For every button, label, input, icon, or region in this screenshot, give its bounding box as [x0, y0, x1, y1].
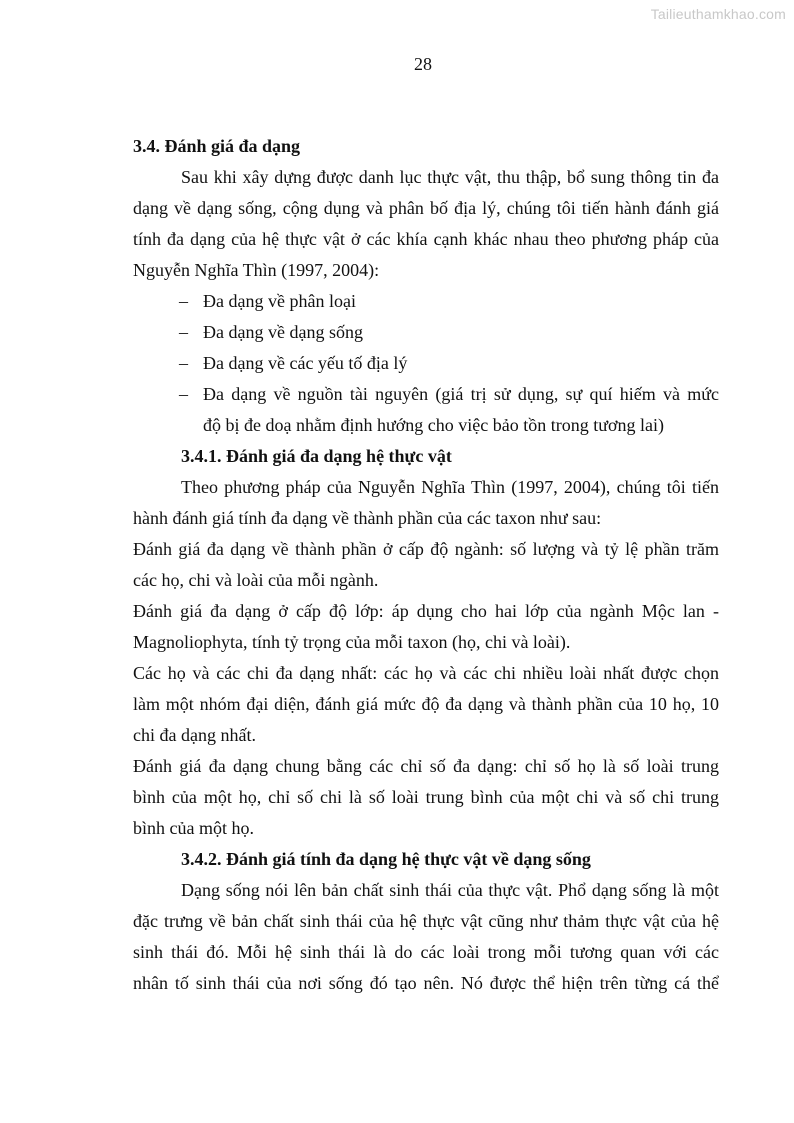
bullet-text-continued: độ bị đe doạ nhằm định hướng cho việc bảo tồn trong tương lai)	[203, 415, 664, 435]
bullet-text: Đa dạng về nguồn tài nguyên (giá trị sử dụng, sự quí hiếm và mức	[203, 384, 719, 404]
dash-bullet-icon: –	[179, 353, 188, 373]
bullet-item	[133, 286, 719, 317]
dash-bullet-icon: –	[179, 322, 188, 342]
bullet-text: Đa dạng về các yếu tố địa lý	[203, 353, 408, 373]
document-body	[133, 131, 719, 999]
bullet-item	[133, 317, 719, 348]
paragraph-line: tính đa dạng của hệ thực vật ở các khía cạnh khác nhau theo phương pháp của	[133, 229, 719, 249]
paragraph-line: nhân tố sinh thái của nơi sống đó tạo nên. Nó được thể hiện trên từng cá thể	[133, 973, 719, 993]
section-heading: 3.4. Đánh giá đa dạng	[133, 136, 301, 156]
watermark: Tailieuthamkhao.com	[650, 6, 786, 22]
bullet-text: Đa dạng về dạng sống	[203, 322, 363, 342]
paragraph-line: Đánh giá đa dạng về thành phần ở cấp độ ngành: số lượng và tỷ lệ phần trăm	[133, 539, 719, 559]
paragraph-line: Đánh giá đa dạng chung bằng các chỉ số đa dạng: chỉ số họ là số loài trung	[133, 756, 719, 776]
bullet-item	[133, 348, 719, 379]
paragraph-line: chi đa dạng nhất.	[133, 725, 256, 745]
paragraph-line: dạng về dạng sống, cộng dụng và phân bố địa lý, chúng tôi tiến hành đánh giá	[133, 198, 719, 218]
subsection-heading: 3.4.1. Đánh giá đa dạng hệ thực vật	[181, 446, 452, 466]
paragraph-line: làm một nhóm đại diện, đánh giá mức độ đa dạng và thành phần của 10 họ, 10	[133, 694, 719, 714]
paragraph-line: hành đánh giá tính đa dạng về thành phần của các taxon như sau:	[133, 508, 602, 528]
paragraph-line: sinh thái đó. Mỗi hệ sinh thái là do các loài trong mỗi tương quan với các	[133, 942, 719, 962]
paragraph-line: Sau khi xây dựng được danh lục thực vật, thu thập, bổ sung thông tin đa	[181, 167, 719, 187]
paragraph-line: đặc trưng về bản chất sinh thái của hệ thực vật cũng như thảm thực vật của hệ	[133, 911, 719, 931]
paragraph-line: bình của một họ, chỉ số chi là số loài trung bình của một chi và số chi trung	[133, 787, 719, 807]
paragraph-line: Dạng sống nói lên bản chất sinh thái của thực vật. Phổ dạng sống là một	[181, 880, 719, 900]
bullet-text: Đa dạng về phân loại	[203, 291, 356, 311]
paragraph-line: bình của một họ.	[133, 818, 254, 838]
paragraph-line: Nguyễn Nghĩa Thìn (1997, 2004):	[133, 260, 380, 280]
dash-bullet-icon: –	[179, 291, 188, 311]
paragraph-line: các họ, chi và loài của mỗi ngành.	[133, 570, 379, 590]
paragraph-line: Theo phương pháp của Nguyễn Nghĩa Thìn (1997, 2004), chúng tôi tiến	[181, 477, 719, 497]
paragraph-line: Đánh giá đa dạng ở cấp độ lớp: áp dụng cho hai lớp của ngành Mộc lan -	[133, 601, 719, 621]
page-number: 28	[414, 54, 432, 74]
paragraph-line: Các họ và các chi đa dạng nhất: các họ và các chi nhiều loài nhất được chọn	[133, 663, 719, 683]
bullet-item	[133, 379, 719, 410]
subsection-heading: 3.4.2. Đánh giá tính đa dạng hệ thực vật về dạng sống	[181, 849, 591, 869]
dash-bullet-icon: –	[179, 384, 188, 404]
bullet-list	[133, 286, 719, 441]
paragraph-line: Magnoliophyta, tính tỷ trọng của mỗi taxon (họ, chi và loài).	[133, 632, 571, 652]
